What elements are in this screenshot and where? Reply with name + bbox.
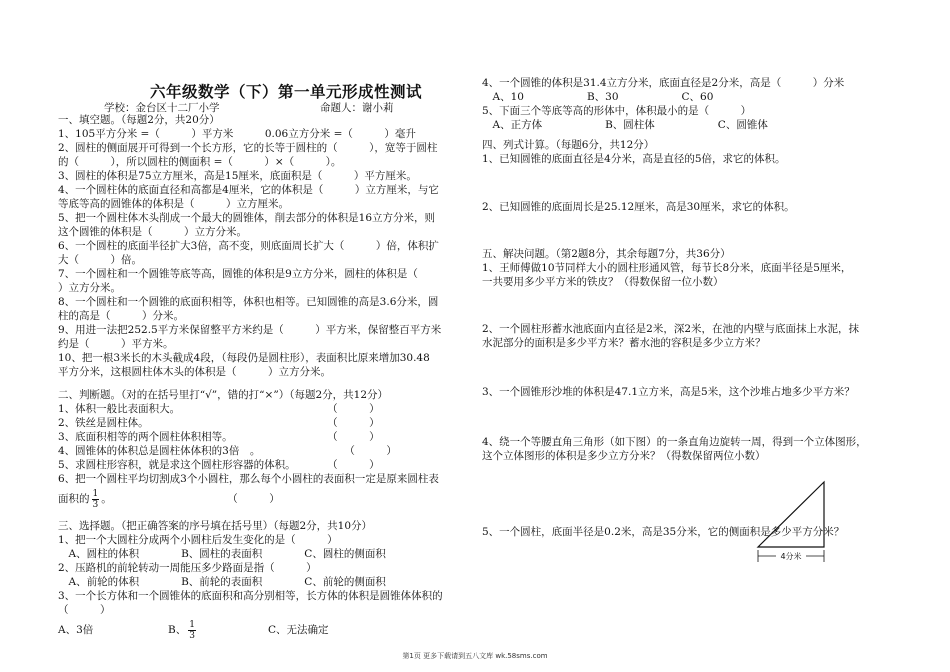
question-line: ）立方分米。 bbox=[58, 282, 121, 294]
problem-line: 水泥部分的面积是多少平方米？蓄水池的容积是多少立方米？ bbox=[482, 337, 766, 349]
question-line: 10、把一根3米长的木头截成4段，（每段仍是圆柱形），表面积比原来增加30.48 bbox=[58, 352, 430, 364]
judge-item: 6、把一个圆柱平均切割成3个小圆柱，那么每个小圆柱的表面积一定是原来圆柱表 bbox=[58, 473, 439, 485]
question-line: 柱的高是（ ）分米。 bbox=[58, 310, 184, 322]
fraction-one-third bbox=[188, 620, 196, 641]
question-line: 等底等高的圆锥体的体积是（ ）立方厘米。 bbox=[58, 198, 289, 210]
problem-line: 3、一个圆锥形沙堆的体积是47.1立方米，高是5米，这个沙堆占地多少平方米？ bbox=[482, 386, 855, 398]
fraction-suffix: 。 （ ） bbox=[101, 493, 280, 505]
choice-question: 3、一个长方体和一个圆锥体的底面积和高分别相等，长方体的体积是圆锥体体积的 bbox=[58, 590, 443, 602]
fraction-one-third bbox=[92, 489, 100, 510]
page-title: 六年级数学（下）第一单元形成性测试 bbox=[150, 83, 423, 101]
problem-line: 4、绕一个等腰直角三角形（如下图）的一条直角边旋转一周，得到一个立体图形， bbox=[482, 436, 867, 448]
fraction-numerator: 1 bbox=[189, 619, 195, 630]
page-footer: 第1页 更多下载请到五八文库 wk.58sms.com bbox=[402, 652, 548, 660]
fraction-denominator: 3 bbox=[92, 499, 99, 510]
option-c: C、无法确定 bbox=[267, 624, 329, 636]
choice-question: 4、一个圆锥的体积是31.4立方分米，底面直径是2分米，高是（ ）分米 bbox=[482, 77, 845, 89]
calc-question: 2、已知圆锥的底面周长是25.12厘米，高是30厘米，求它的体积。 bbox=[482, 201, 795, 213]
problem-line: 1、王师傅做10节同样大小的圆柱形通风管，每节长8分米，底面半径是5厘米， bbox=[482, 262, 852, 274]
section-3-heading: 三、选择题。（把正确答案的序号填在括号里）（每题2分，共10分） bbox=[58, 520, 373, 532]
question-line: 大（ ）倍。 bbox=[58, 254, 142, 266]
problem-line: 2、一个圆柱形蓄水池底面内直径是2米，深2米，在池的内壁与底面抹上水泥，抹 bbox=[482, 323, 860, 335]
problem-line: 5、一个圆柱，底面半径是0.2米，高是35分米，它的侧面积是多少平方分米？ bbox=[482, 526, 845, 538]
choice-options: A、圆柱的体积 B、圆柱的表面积 C、圆柱的侧面积 bbox=[58, 548, 386, 560]
choice-question: 5、下面三个等底等高的形体中，体积最小的是（ ） bbox=[482, 105, 752, 117]
choice-question: 2、压路机的前轮转动一周能压多少路面是指（ ） bbox=[58, 562, 317, 574]
calc-question: 1、已知圆锥的底面直径是4分米，高是直径的5倍，求它的体积。 bbox=[482, 153, 786, 165]
judge-item: 3、底面积相等的两个圆柱体积相等。 （ ） bbox=[58, 431, 380, 443]
fraction-numerator: 1 bbox=[92, 488, 99, 499]
question-line: 5、把一个圆柱体木头削成一个最大的圆锥体，削去部分的体积是16立方分米，则 bbox=[58, 212, 436, 224]
question-line: 4、一个圆柱体的底面直径和高都是4厘米，它的体积是（ ）立方厘米，与它 bbox=[58, 184, 439, 196]
question-line: 平方分米，这根圆柱体木头的体积是（ ）立方分米。 bbox=[58, 366, 331, 378]
problem-line: 这个立体图形的体积是多少立方分米？（得数保留两位小数） bbox=[482, 450, 766, 462]
dimension-label: 4分米 bbox=[780, 552, 802, 561]
problem-line: 一共要用多少平方米的铁皮？（得数保留一位小数） bbox=[482, 276, 724, 288]
choice-options: A、前轮的体积 B、前轮的表面积 C、前轮的侧面积 bbox=[58, 576, 386, 588]
fraction-prefix: 面积的 bbox=[58, 493, 90, 505]
section-2-heading: 二、判断题。（对的在括号里打“√”，错的打“×”）（每题2分，共12分） bbox=[58, 389, 389, 401]
choice-options: A、正方体 B、圆柱体 C、圆锥体 bbox=[482, 119, 768, 131]
choice-options: A、10 B、30 C、60 bbox=[482, 91, 714, 103]
fraction-denominator: 3 bbox=[189, 630, 195, 641]
question-line: 2、圆柱的侧面展开可得到一个长方形，它的长等于圆柱的（ ），宽等于圆柱 bbox=[58, 142, 438, 154]
question-line: 9、用进一法把252.5平方米保留整平方米约是（ ）平方米，保留整百平方米 bbox=[58, 324, 442, 336]
judge-item: 1、体积一般比表面积大。 （ ） bbox=[58, 403, 380, 415]
question-line: 约是（ ）平方米。 bbox=[58, 338, 174, 350]
question-line: 3、圆柱的体积是75立方厘米，高是15厘米，底面积是（ ）平方厘米。 bbox=[58, 170, 417, 182]
header-school: 学校：金台区十二厂小学 bbox=[104, 102, 220, 114]
judge-item: 2、铁丝是圆柱体。 （ ） bbox=[58, 417, 380, 429]
option-b-label: B、 bbox=[168, 624, 187, 636]
question-line: 这个圆锥的体积是（ ）立方分米。 bbox=[58, 226, 247, 238]
right-triangle-figure bbox=[748, 477, 838, 567]
choice-options-fraction bbox=[58, 619, 329, 641]
triangle-shape bbox=[758, 482, 824, 547]
section-4-heading: 四、列式计算。（每题6分，共12分） bbox=[482, 139, 655, 151]
header-author: 命题人：谢小莉 bbox=[320, 102, 394, 114]
choice-question: （ ） bbox=[58, 604, 111, 616]
judge-item-fraction-line bbox=[58, 488, 280, 510]
question-line: 的（ ），所以圆柱的侧面积 =（ ）×（ ）。 bbox=[58, 156, 342, 168]
section-1-heading: 一、填空题。（每题2分，共20分） bbox=[58, 114, 220, 126]
question-line: 7、一个圆柱和一个圆锥等底等高，圆锥的体积是9立方分米，圆柱的体积是（ bbox=[58, 268, 418, 280]
choice-question: 1、把一个大圆柱分成两个小圆柱后发生变化的是（ ） bbox=[58, 534, 338, 546]
question-line: 8、一个圆柱和一个圆锥的底面积相等，体积也相等。已知圆锥的高是3.6分米，圆 bbox=[58, 296, 439, 308]
judge-item: 4、圆锥体的体积总是圆柱体体积的3倍 。 （ ） bbox=[58, 445, 397, 457]
section-5-heading: 五、解决问题。（第2题8分，其余每题7分，共36分） bbox=[482, 248, 731, 260]
option-a: A、3倍 bbox=[58, 624, 94, 636]
question-line: 6、一个圆柱的底面半径扩大3倍，高不变，则底面周长扩大（ ）倍，体积扩 bbox=[58, 240, 439, 252]
judge-item: 5、求圆柱形容积，就是求这个圆柱形容器的体积。 （ ） bbox=[58, 459, 380, 471]
question-line: 1、105平方分米 =（ ）平方米 0.06立方分米 =（ ）毫升 bbox=[58, 128, 416, 140]
